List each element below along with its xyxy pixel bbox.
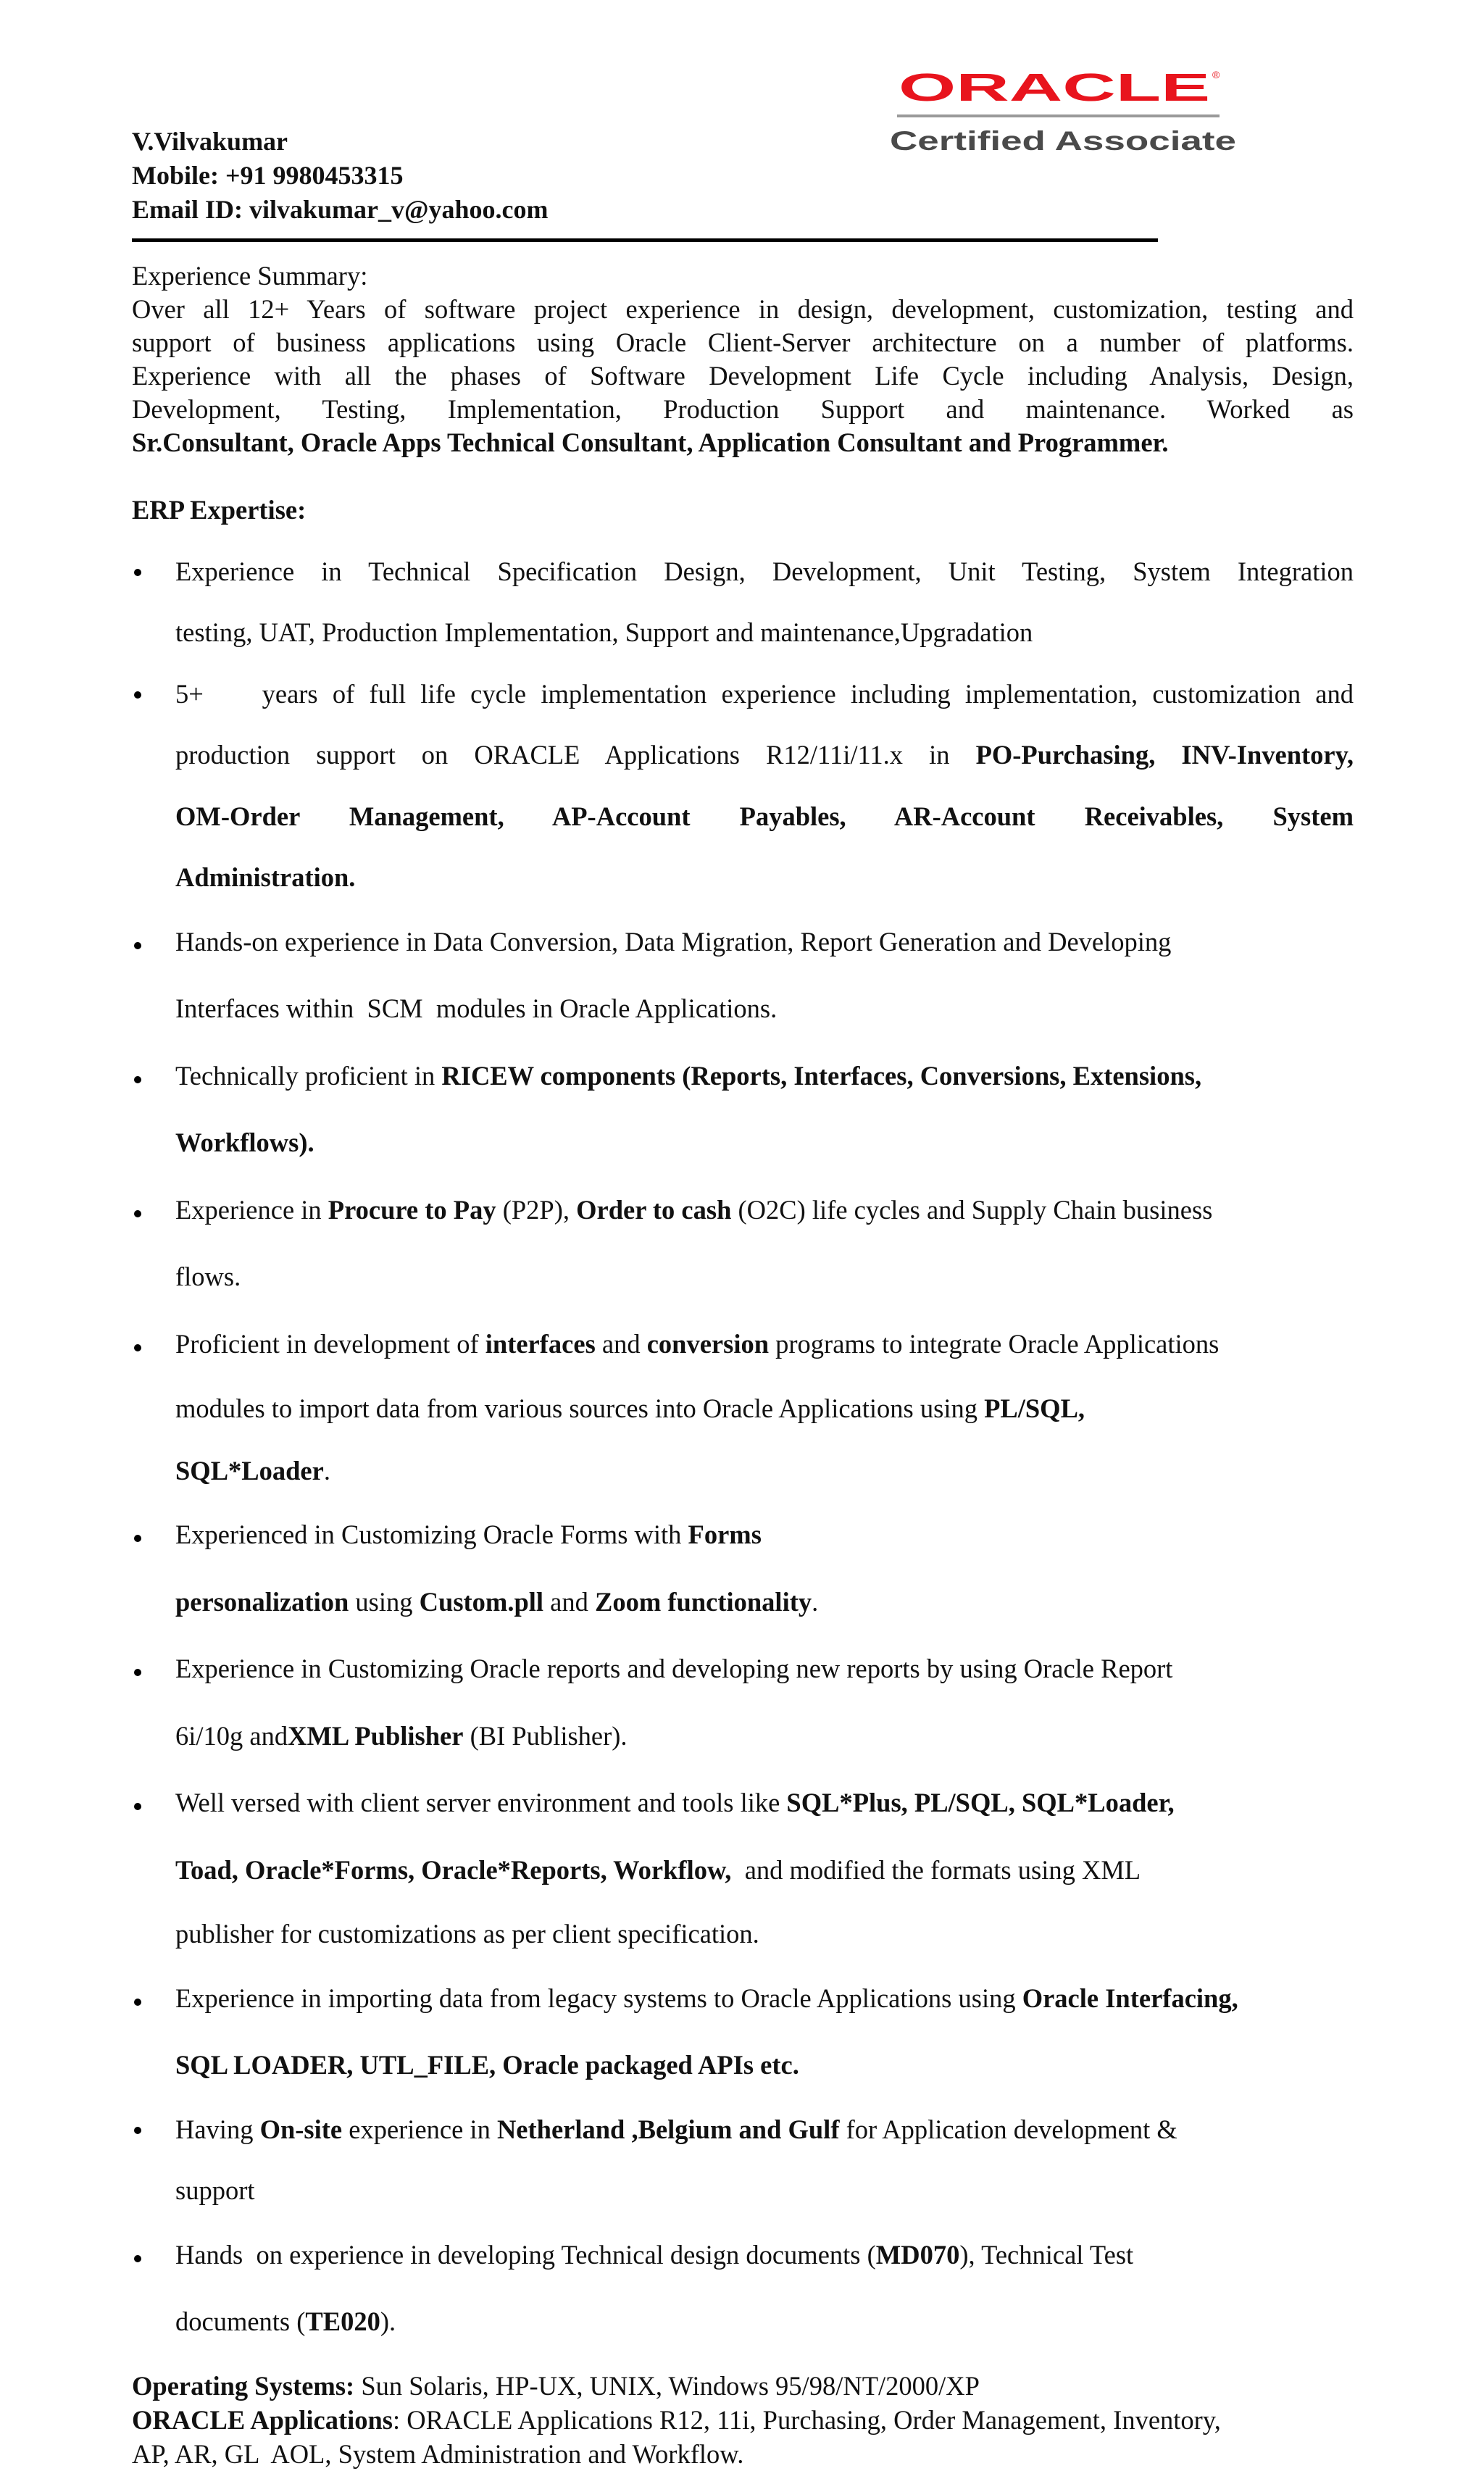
list-item-text-part: . — [323, 1455, 330, 1485]
list-item-text-part: production support on ORACLE Applications R12/11i/11.x in — [175, 740, 976, 770]
list-item-text-part: Experience in — [175, 1194, 328, 1225]
list-item-text-part: Hands on experience in developing Technical design documents ( — [175, 2239, 876, 2270]
logo-tagline-text: Certified Associate — [890, 126, 1236, 156]
summary-roles: Sr.Consultant, Oracle Apps Technical Consultant, Application Consultant and Programmer. — [132, 428, 1169, 457]
list-item-text: flows. — [175, 1262, 241, 1291]
list-item-text-part: Well versed with client server environment and tools like — [175, 1788, 787, 1817]
logo-divider — [897, 114, 1220, 117]
list-item-emphasis: RICEW components (Reports, Interfaces, Conversions, Extensions, — [441, 1060, 1202, 1091]
candidate-name: V.Vilvakumar — [132, 127, 288, 156]
list-item-text — [175, 2235, 1354, 2275]
operating-systems-label: Operating Systems: — [132, 2370, 355, 2401]
logo-graphic — [890, 67, 1238, 161]
list-item — [132, 1649, 1354, 1757]
list-item — [132, 2112, 1354, 2209]
list-item-text — [175, 1454, 1354, 1488]
list-item-text — [175, 2112, 1354, 2147]
logo-registered-mark: ® — [1212, 69, 1220, 80]
list-item-text-part: and — [595, 1328, 647, 1359]
list-item-emphasis: SQL LOADER, UTL_FILE, Oracle packaged APIs etc. — [175, 2050, 799, 2080]
oracle-applications-label: ORACLE Applications — [132, 2404, 393, 2435]
list-item-emphasis: Order to cash — [576, 1194, 732, 1225]
list-item-text — [175, 1324, 1354, 1364]
module-list-text: OM-Order Management, AP-Account Payables, AR-Account Receivables, System — [175, 801, 1354, 831]
list-item-text-part: Proficient in development of — [175, 1328, 485, 1359]
list-item-text — [175, 1783, 1354, 1823]
list-item-text-part: Experience in importing data from legacy systems to Oracle Applications using — [175, 1983, 1022, 2013]
list-item-text-part: and — [543, 1586, 595, 1617]
list-item-emphasis: Procure to Pay — [328, 1194, 496, 1225]
list-item-text-part: Technically proficient in — [175, 1060, 442, 1091]
list-item-text-part: Having — [175, 2114, 260, 2144]
list-item-emphasis: Forms — [688, 1520, 762, 1549]
list-item-emphasis: TE020 — [305, 2307, 380, 2336]
bullet-icon — [134, 1210, 141, 1217]
header-divider — [132, 238, 1158, 242]
list-item — [132, 922, 1354, 1030]
list-item — [132, 554, 1354, 651]
list-item-text-part: (P2P), — [496, 1194, 577, 1225]
erp-expertise-heading: ERP Expertise: — [132, 495, 307, 525]
list-item — [132, 1514, 1354, 1622]
list-item-emphasis: SQL*Plus, PL/SQL, SQL*Loader, — [786, 1788, 1175, 1817]
logo-brand-text: ORACLE — [899, 67, 1210, 109]
list-item-text: Interfaces within SCM modules in Oracle Applications. — [175, 993, 778, 1023]
list-item-emphasis: Zoom functionality — [595, 1586, 812, 1617]
list-item-emphasis: MD070 — [875, 2239, 960, 2270]
list-item-text — [175, 1716, 1354, 1757]
erp-expertise-list — [132, 554, 1354, 2343]
operating-systems-line — [132, 2369, 1354, 2403]
module-list-text: PO-Purchasing, INV-Inventory, — [975, 740, 1354, 770]
resume-body — [132, 259, 1354, 2471]
list-item-text — [175, 1582, 1354, 1622]
list-item-emphasis: XML Publisher — [288, 1720, 464, 1751]
mobile-number: Mobile: +91 9980453315 — [132, 161, 404, 190]
oracle-applications-value: : ORACLE Applications R12, 11i, Purchasing, Order Management, Inventory, — [393, 2404, 1221, 2435]
list-item-text: support — [175, 2175, 255, 2205]
list-item — [132, 2235, 1354, 2343]
list-item-text: Experience in Customizing Oracle reports and developing new reports by using Oracle Report — [175, 1654, 1173, 1683]
module-list-text: Administration. — [175, 862, 356, 892]
list-item-emphasis: PL/SQL, — [984, 1393, 1085, 1423]
list-item-text — [175, 1978, 1354, 2019]
list-item-text: testing, UAT, Production Implementation, Support and maintenance,Upgradation — [175, 617, 1033, 647]
list-item-text — [175, 1514, 1354, 1555]
list-item-text: Experience in Technical Specification Design, Development, Unit Testing, System Integration — [175, 556, 1354, 586]
summary-line: Experience with all the phases of Software Development Life Cycle including Analysis, Design, — [132, 361, 1354, 391]
list-item — [132, 1056, 1354, 1164]
skills-footer — [132, 2369, 1354, 2471]
summary-line: Over all 12+ Years of software project experience in design, development, customization, testing and — [132, 294, 1354, 324]
list-item-emphasis: Oracle Interfacing, — [1022, 1983, 1238, 2013]
list-item — [132, 1324, 1354, 1488]
bullet-icon — [134, 1344, 141, 1351]
list-item-text-part: modules to import data from various sources into Oracle Applications using — [175, 1393, 985, 1423]
list-item — [132, 1783, 1354, 1951]
summary-heading: Experience Summary: — [132, 261, 368, 291]
list-item-text-part: and modified the formats using XML — [731, 1854, 1141, 1885]
list-item — [132, 1978, 1354, 2086]
list-item-text — [175, 1391, 1354, 1427]
oracle-certified-associate-logo — [890, 67, 1238, 161]
operating-systems-value: Sun Solaris, HP-UX, UNIX, Windows 95/98/NT/2000/XP — [354, 2370, 980, 2401]
bullet-icon — [134, 1076, 141, 1083]
experience-summary — [132, 259, 1354, 459]
list-item-emphasis: Toad, Oracle*Forms, Oracle*Reports, Workflow, — [175, 1854, 732, 1885]
email-address: Email ID: vilvakumar_v@yahoo.com — [132, 195, 549, 224]
oracle-applications-line: AP, AR, GL AOL, System Administration and Workflow. — [132, 2438, 744, 2469]
list-item-text-part: for Application development & — [839, 2114, 1177, 2144]
list-item-text — [175, 2301, 1354, 2342]
bullet-icon — [134, 942, 141, 949]
list-item-text-part: 6i/10g and — [175, 1720, 288, 1751]
list-item-emphasis: On-site — [259, 2114, 343, 2144]
list-item — [132, 1190, 1354, 1298]
list-item-text: 5+ years of full life cycle implementation experience including implementation, customization and — [175, 678, 1354, 709]
list-item-text: Hands-on experience in Data Conversion, Data Migration, Report Generation and Developing — [175, 926, 1172, 957]
list-item-emphasis: Custom.pll — [419, 1586, 544, 1617]
summary-line: Development, Testing, Implementation, Production Support and maintenance. Worked as — [132, 394, 1354, 424]
bullet-icon — [134, 1803, 141, 1810]
bullet-icon — [134, 1999, 141, 2006]
list-item-text-part: Experienced in Customizing Oracle Forms with — [175, 1520, 688, 1549]
list-item-text-part: experience in — [342, 2114, 497, 2144]
oracle-applications-line — [132, 2403, 1354, 2437]
list-item-text-part: using — [349, 1586, 420, 1617]
bullet-icon — [134, 2255, 141, 2262]
list-item-emphasis: Workflows). — [175, 1128, 314, 1157]
bullet-icon — [134, 1669, 141, 1676]
list-item-text-part: programs to integrate Oracle Applications — [769, 1328, 1220, 1359]
list-item-text-part: ), Technical Test — [959, 2239, 1134, 2270]
list-item-text-part: documents ( — [175, 2307, 306, 2336]
contact-header — [132, 125, 549, 227]
list-item-emphasis: interfaces — [485, 1328, 596, 1359]
list-item-emphasis: SQL*Loader — [175, 1455, 324, 1485]
bullet-icon — [134, 1535, 141, 1542]
bullet-icon — [134, 569, 141, 576]
summary-line: support of business applications using Oracle Client-Server architecture on a number of platforms. — [132, 328, 1354, 357]
bullet-icon — [134, 691, 141, 699]
list-item-text-part: ). — [380, 2307, 396, 2336]
bullet-icon — [134, 2127, 141, 2134]
list-item-text-part: . — [812, 1586, 819, 1617]
list-item-text-part: (O2C) life cycles and Supply Chain business — [731, 1194, 1213, 1225]
list-item — [132, 677, 1354, 896]
list-item-text — [175, 738, 1354, 772]
list-item-text — [175, 1190, 1354, 1230]
list-item-emphasis: conversion — [646, 1328, 770, 1359]
list-item-emphasis: Netherland ,Belgium and Gulf — [496, 2114, 840, 2144]
list-item-text — [175, 1850, 1354, 1891]
list-item-text — [175, 1056, 1354, 1096]
list-item-text: publisher for customizations as per client specification. — [175, 1919, 759, 1949]
list-item-emphasis: personalization — [175, 1586, 349, 1617]
list-item-text-part: (BI Publisher). — [463, 1720, 628, 1751]
